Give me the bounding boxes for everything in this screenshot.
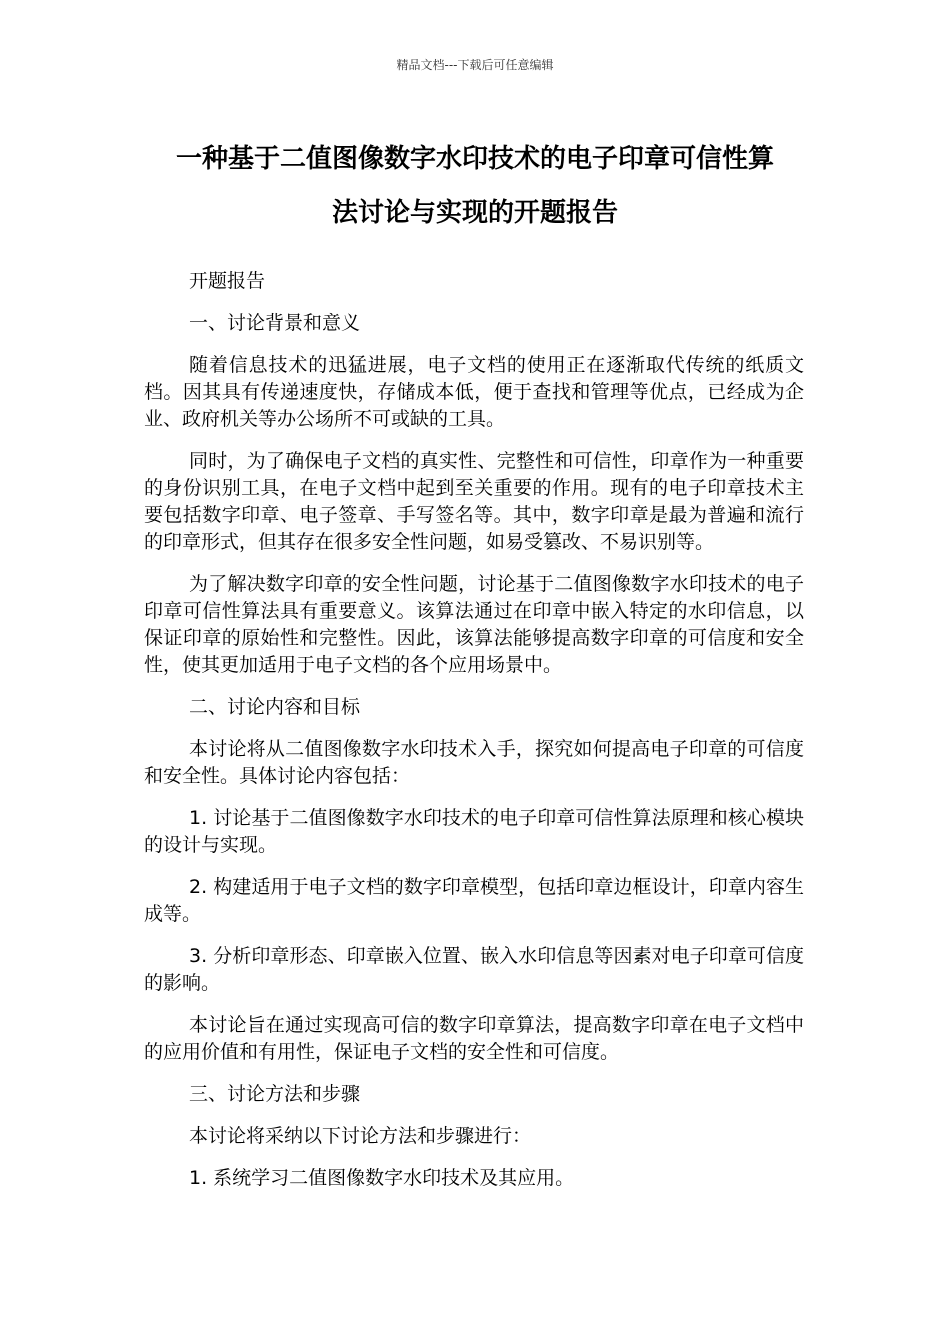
header-note: 精品文档---下载后可任意编辑 <box>396 58 554 72</box>
paragraph: 同时，为了确保电子文档的真实性、完整性和可信性，印章作为一种重要的身份识别工具，在电子文档中起到至关重要的作用。现有的电子印章技术主要包括数字印章、电子签章、手写签名等。其中，数字印章是最为普遍和流行的印章形式，但其存在很多安全性问题，如易受篡改、不易识别等。 <box>144 450 804 553</box>
paragraph: 随着信息技术的迅猛进展，电子文档的使用正在逐渐取代传统的纸质文档。因其具有传递速度快，存储成本低，便于查找和管理等优点，已经成为企业、政府机关等办公场所不可或缺的工具。 <box>144 354 804 430</box>
section-label: 开题报告 <box>189 270 266 292</box>
section-heading: 二、讨论内容和目标 <box>189 696 361 718</box>
list-item: 1. 系统学习二值图像数字水印技术及其应用。 <box>189 1167 575 1189</box>
title-line-1: 一种基于二值图像数字水印技术的电子印章可信性算 <box>175 144 774 174</box>
paragraph: 本讨论将采纳以下讨论方法和步骤进行： <box>189 1125 532 1147</box>
list-item: 2. 构建适用于电子文档的数字印章模型，包括印章边框设计，印章内容生成等。 <box>144 876 804 925</box>
list-item: 1. 讨论基于二值图像数字水印技术的电子印章可信性算法原理和核心模块的设计与实现。 <box>144 807 804 856</box>
paragraph: 本讨论将从二值图像数字水印技术入手，探究如何提高电子印章的可信度和安全性。具体讨论内容包括： <box>144 738 804 787</box>
document-body <box>144 268 804 1207</box>
list-item: 3. 分析印章形态、印章嵌入位置、嵌入水印信息等因素对电子印章可信度的影响。 <box>144 945 804 994</box>
document-title <box>140 132 810 240</box>
title-line-2: 法讨论与实现的开题报告 <box>331 198 618 228</box>
paragraph: 为了解决数字印章的安全性问题，讨论基于二值图像数字水印技术的电子印章可信性算法具有重要意义。该算法通过在印章中嵌入特定的水印信息，以保证印章的原始性和完整性。因此，该算法能够提高数字印章的可信度和安全性，使其更加适用于电子文档的各个应用场景中。 <box>144 573 804 676</box>
paragraph: 本讨论旨在通过实现高可信的数字印章算法，提高数字印章在电子文档中的应用价值和有用性，保证电子文档的安全性和可信度。 <box>144 1014 804 1063</box>
section-heading: 一、讨论背景和意义 <box>189 312 361 334</box>
section-heading: 三、讨论方法和步骤 <box>189 1083 361 1105</box>
